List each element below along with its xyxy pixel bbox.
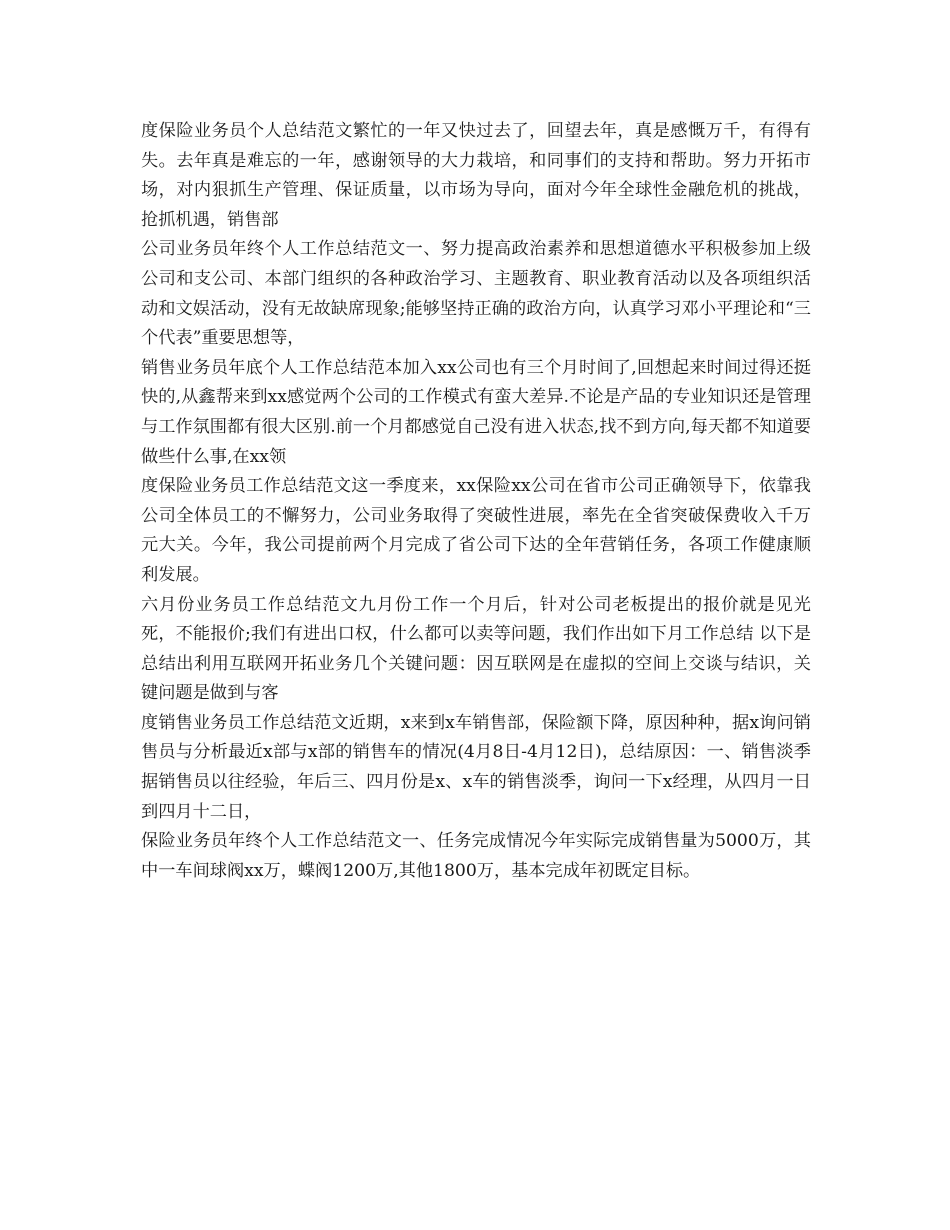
paragraph-1: 度保险业务员个人总结范文繁忙的一年又快过去了，回望去年，真是感慨万千，有得有失。去年真是难忘的一年，感谢领导的大力栽培，和同事们的支持和帮助。努力开拓市场，对内狠抓生产管理、保证质量，以市场为导向，面对今年全球性金融危机的挑战，抢抓机遇，销售部 bbox=[141, 121, 811, 230]
paragraph-7: 保险业务员年终个人工作总结范文一、任务完成情况今年实际完成销售量为5000万，其中一车间球阀xx万，蝶阀1200万,其他1800万，基本完成年初既定目标。 bbox=[141, 831, 811, 881]
document-body bbox=[141, 117, 811, 886]
paragraph-2: 公司业务员年终个人工作总结范文一、努力提高政治素养和思想道德水平积极参加上级公司和支公司、本部门组织的各种政治学习、主题教育、职业教育活动以及各项组织活动和文娱活动，没有无故缺席现象;能够坚持正确的政治方向，认真学习邓小平理论和“三个代表”重要思想等， bbox=[141, 239, 811, 349]
paragraph-4: 度保险业务员工作总结范文这一季度来，xx保险xx公司在省市公司正确领导下，依靠我公司全体员工的不懈努力，公司业务取得了突破性进展，率先在全省突破保费收入千万元大关。今年，我公司提前两个月完成了省公司下达的全年营销任务，各项工作健康顺利发展。 bbox=[141, 476, 811, 585]
paragraph-6: 度销售业务员工作总结范文近期，x来到x车销售部，保险额下降，原因种种，据x询问销售员与分析最近x部与x部的销售车的情况(4月8日-4月12日)，总结原因：一、销售淡季据销售员以往经验，年后三、四月份是x、x车的销售淡季，询问一下x经理，从四月一日到四月十二日， bbox=[141, 712, 811, 822]
paragraph-5: 六月份业务员工作总结范文九月份工作一个月后，针对公司老板提出的报价就是见光死，不能报价;我们有进出口权，什么都可以卖等问题，我们作出如下月工作总结 以下是总结出利用互联网开拓业务几个关键问题：因互联网是在虚拟的空间上交谈与结识，关键问题是做到与客 bbox=[141, 594, 811, 704]
paragraph-3: 销售业务员年底个人工作总结范本加入xx公司也有三个月时间了,回想起来时间过得还挺快的,从鑫帮来到xx感觉两个公司的工作模式有蛮大差异.不论是产品的专业知识还是管理与工作氛围都有很大区别.前一个月都感觉自己没有进入状态,找不到方向,每天都不知道要做些什么事,在xx领 bbox=[141, 357, 811, 467]
